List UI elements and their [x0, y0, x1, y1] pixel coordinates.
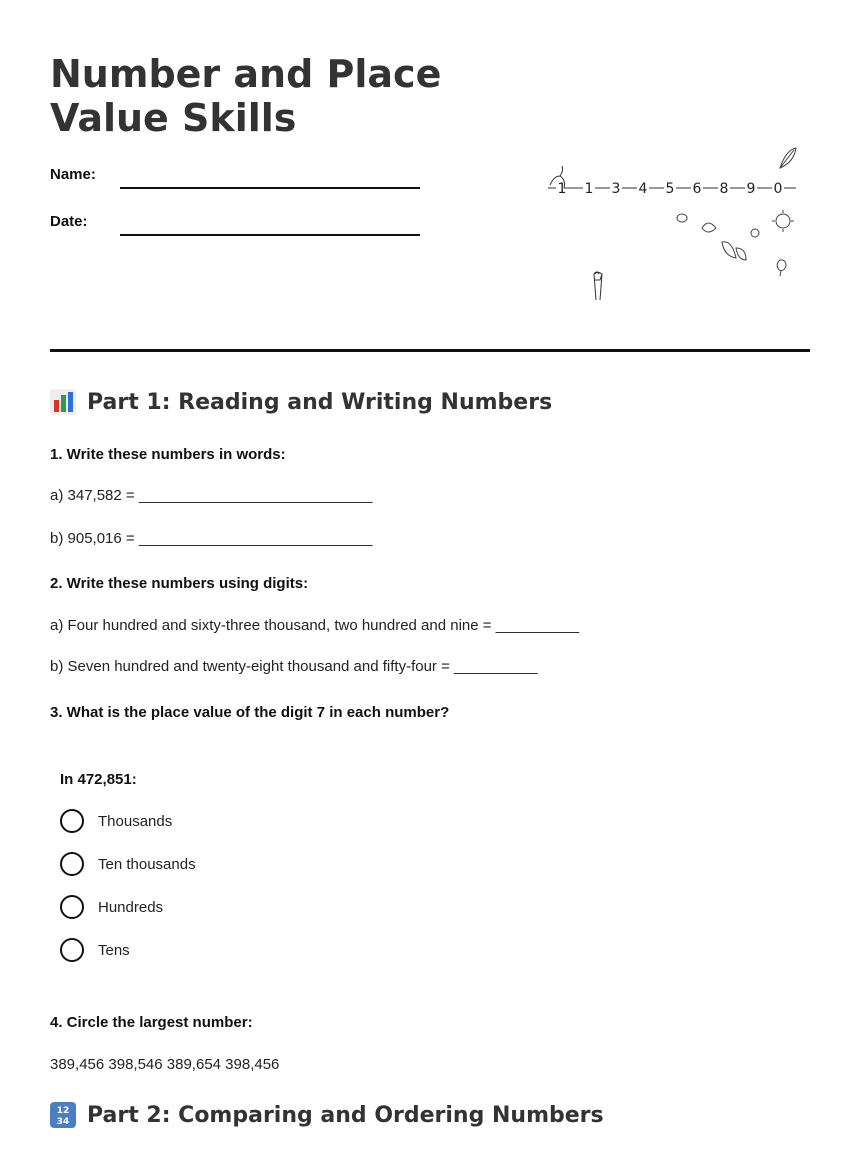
number-line-digit: 8	[719, 181, 729, 197]
number-line-illustration	[540, 140, 810, 310]
option-tens[interactable]	[60, 938, 130, 962]
part2-heading	[50, 1102, 604, 1128]
section-divider	[50, 349, 810, 352]
number-line-digit: 5	[665, 181, 675, 197]
leaf-icon	[722, 242, 746, 260]
date-field[interactable]	[120, 234, 420, 236]
part1-heading	[50, 389, 552, 415]
svg-text:12: 12	[56, 1106, 70, 1116]
svg-text:34: 34	[56, 1117, 70, 1127]
number-line-digit: 3	[611, 181, 621, 197]
question-2a[interactable]: a) Four hundred and sixty-three thousand, two hundred and nine = __________	[50, 617, 580, 634]
option-label: Thousands	[98, 812, 173, 830]
shell-icon	[702, 223, 716, 232]
question-1b[interactable]: b) 905,016 = ____________________________	[50, 530, 373, 547]
date-label: Date:	[50, 213, 88, 230]
option-thousands[interactable]	[60, 809, 172, 833]
balloon-icon	[777, 260, 786, 276]
option-hundreds[interactable]	[60, 895, 163, 919]
question-1-title: 1. Write these numbers in words:	[50, 446, 286, 463]
question-2-title: 2. Write these numbers using digits:	[50, 575, 309, 592]
name-field[interactable]	[120, 187, 420, 189]
question-1a[interactable]: a) 347,582 = ____________________________	[50, 487, 373, 504]
giraffe-icon	[594, 272, 602, 300]
question-4-title: 4. Circle the largest number:	[50, 1014, 253, 1031]
question-3-title: 3. What is the place value of the digit 7 in each number?	[50, 704, 450, 721]
input-numbers-icon	[50, 1102, 76, 1128]
page-title: Number and Place Value Skills	[50, 52, 442, 140]
radio-button[interactable]	[60, 809, 84, 833]
question-2b[interactable]: b) Seven hundred and twenty-eight thousand and fifty-four = __________	[50, 658, 538, 675]
part1-heading-text: Part 1: Reading and Writing Numbers	[87, 389, 553, 415]
question-4-numbers[interactable]: 389,456 398,546 389,654 398,456	[50, 1056, 280, 1073]
option-label: Ten thousands	[98, 855, 196, 873]
leaf-icon	[780, 148, 796, 168]
number-line-digit: 1	[584, 181, 594, 197]
name-label: Name:	[50, 166, 96, 183]
part2-heading-text: Part 2: Comparing and Ordering Numbers	[87, 1102, 604, 1128]
number-line-digit: 6	[692, 181, 702, 197]
number-line-digit: 0	[773, 181, 783, 197]
beetle-icon	[677, 214, 687, 222]
number-line-digit: 4	[638, 181, 648, 197]
radio-button[interactable]	[60, 938, 84, 962]
option-label: Tens	[98, 941, 130, 959]
question-3-prompt: In 472,851:	[60, 771, 137, 788]
bar-chart-icon	[50, 389, 76, 415]
radio-button[interactable]	[60, 852, 84, 876]
number-line-digit: 1	[557, 181, 567, 197]
bubble-icon	[751, 229, 759, 237]
option-label: Hundreds	[98, 898, 164, 916]
number-line-digit: 9	[746, 181, 756, 197]
option-ten-thousands[interactable]	[60, 852, 196, 876]
radio-button[interactable]	[60, 895, 84, 919]
sun-icon	[772, 210, 794, 232]
